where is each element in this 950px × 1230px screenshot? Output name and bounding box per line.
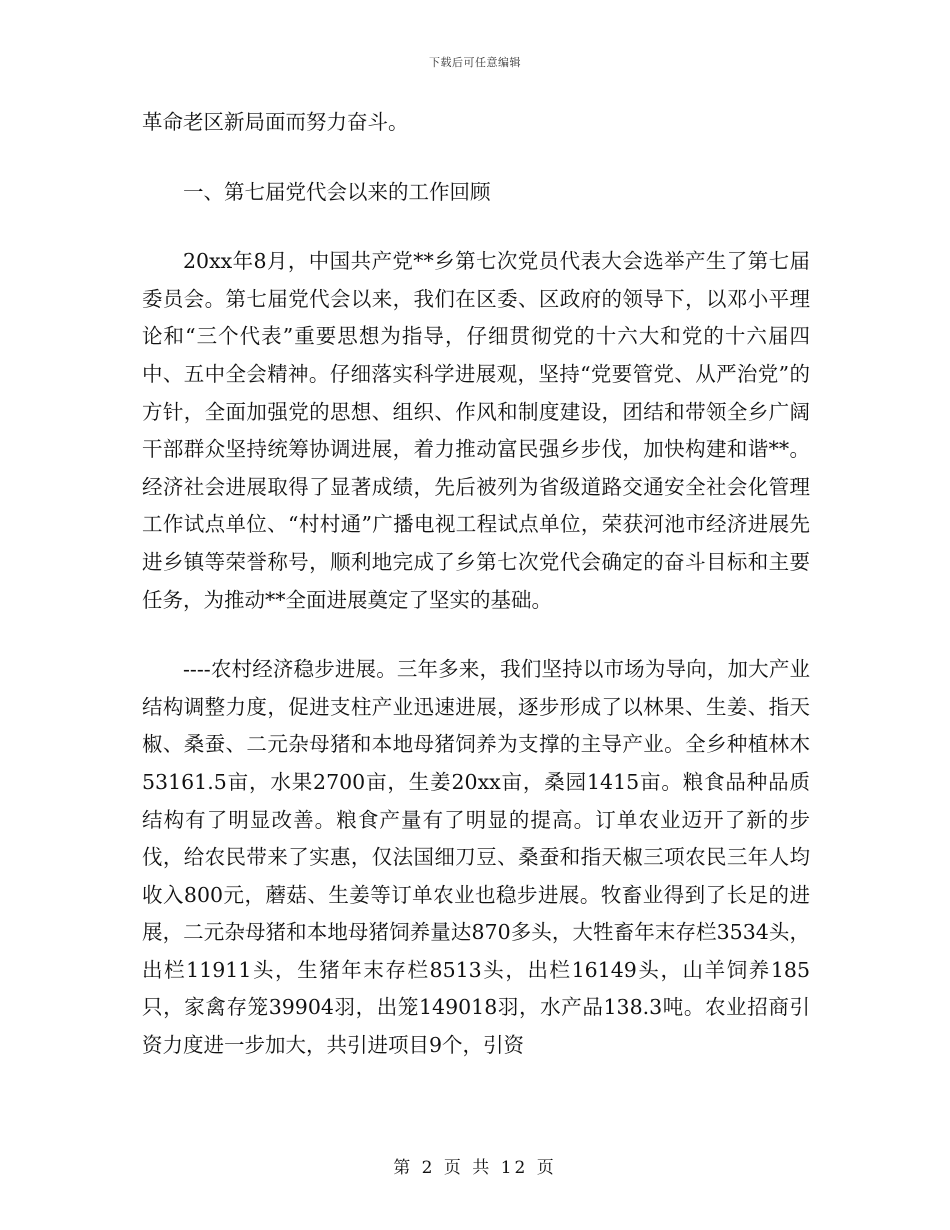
paragraph-rural-economy: ----农村经济稳步进展。三年多来，我们坚持以市场为导向，加大产业结构调整力度，促进支柱产业迅速进展，逐步形成了以林果、生姜、指天椒、桑蚕、二元杂母猪和本地母猪饲养为支撑的主导产业。全乡种植林木53161.5亩，水果2700亩，生姜20xx亩，桑园1415亩。粮食品种品质结构有了明显改善。粮食产量有了明显的提高。订单农业迈开了新的步伐，给农民带来了实惠，仅法国细刀豆、桑蚕和指天椒三项农民三年人均收入800元，蘑菇、生姜等订单农业也稳步进展。牧畜业得到了长足的进展，二元杂母猪和本地母猪饲养量达870多头，大牲畜年末存栏3534头，出栏11911头，生猪年末存栏8513头，出栏16149头，山羊饲养185只，家禽存笼39904羽，出笼149018羽，水产品138.3吨。农业招商引资力度进一步加大，共引进项目9个，引资 bbox=[142, 657, 810, 1058]
section-heading: 一、第七届党代会以来的工作回顾 bbox=[183, 179, 491, 204]
paragraph-review: 20xx年8月，中国共产党**乡第七次党员代表大会选举产生了第七届委员会。第七届党代会以来，我们在区委、区政府的领导下，以邓小平理论和“三个代表”重要思想为指导，仔细贯彻党的十六大和党的十六届四中、五中全会精神。仔细落实科学进展观，坚持“党要管党、从严治党”的方针，全面加强党的思想、组织、作风和制度建设，团结和带领全乡广阔干部群众坚持统筹协调进展，着力推动富民强乡步伐，加快构建和谐**。经济社会进展取得了显著成绩，先后被列为省级道路交通安全社会化管理工作试点单位、“村村通”广播电视工程试点单位，荣获河池市经济进展先进乡镇等荣誉称号，顺利地完成了乡第七次党代会确定的奋斗目标和主要任务，为推动**全面进展奠定了坚实的基础。 bbox=[142, 249, 810, 612]
page-header: 下载后可任意编辑 bbox=[429, 56, 521, 69]
document-body bbox=[142, 104, 810, 1065]
paragraph-continuation: 革命老区新局面而努力奋斗。 bbox=[142, 110, 409, 134]
page-footer: 第 2 页 共 12 页 bbox=[393, 1158, 557, 1178]
